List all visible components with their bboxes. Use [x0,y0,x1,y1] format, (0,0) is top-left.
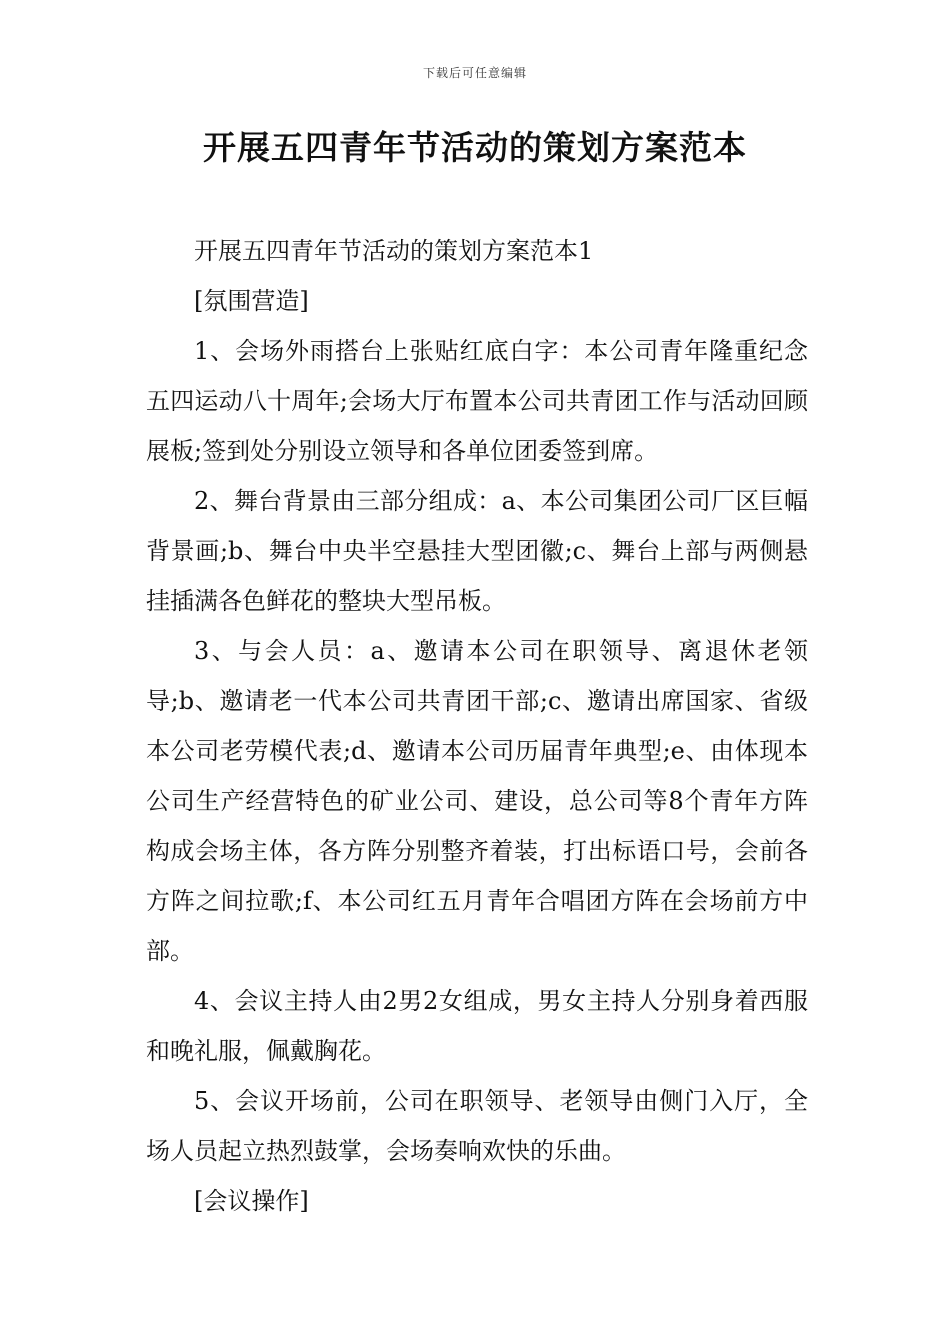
section-heading: 开展五四青年节活动的策划方案范本1 [194,237,594,265]
paragraph: 5、会议开场前，公司在职领导、老领导由侧门入厅，全场人员起立热烈鼓掌，会场奏响欢快的乐曲。 [146,1087,808,1165]
header-note: 下载后可任意编辑 [422,66,527,80]
paragraph: 4、会议主持人由2男2女组成，男女主持人分别身着西服和晚礼服，佩戴胸花。 [146,987,808,1065]
subsection-heading: [氛围营造] [194,287,309,315]
paragraph: 3、与会人员：a、邀请本公司在职领导、离退休老领导;b、邀请老一代本公司共青团干部;c、邀请出席国家、省级本公司老劳模代表;d、邀请本公司历届青年典型;e、由体现本公司生产经营特色的矿业公司、建设，总公司等8个青年方阵构成会场主体，各方阵分别整齐着装，打出标语口号，会前各方阵之间拉歌;f、本公司红五月青年合唱团方阵在会场前方中部。 [146,637,808,965]
paragraph: 1、会场外雨搭台上张贴红底白字：本公司青年隆重纪念五四运动八十周年;会场大厅布置本公司共青团工作与活动回顾展板;签到处分别设立领导和各单位团委签到席。 [146,337,808,465]
document-title: 开展五四青年节活动的策划方案范本 [203,128,747,167]
subsection-heading: [会议操作] [194,1187,309,1215]
paragraph: 2、舞台背景由三部分组成：a、本公司集团公司厂区巨幅背景画;b、舞台中央半空悬挂大型团徽;c、舞台上部与两侧悬挂插满各色鲜花的整块大型吊板。 [146,487,808,615]
document-body [146,226,808,1226]
